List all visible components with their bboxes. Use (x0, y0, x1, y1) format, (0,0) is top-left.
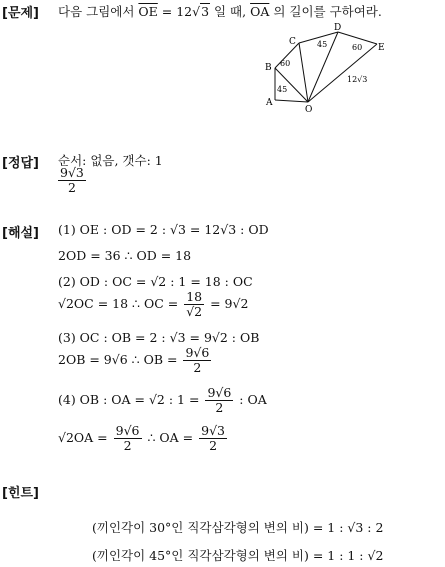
problem-text-before: 다음 그림에서 (58, 4, 139, 19)
answer-label: [정답] (2, 156, 39, 171)
solution-line-8-therefore: ∴ OA = (147, 430, 194, 445)
segment-oe: $\overline{OE}$ (138, 4, 158, 19)
label-b: B (265, 63, 272, 73)
solution-line-8-text: √2OA = (58, 430, 108, 445)
angle-e-60: 60 (352, 43, 363, 52)
answer-fraction (58, 166, 86, 195)
fraction-denominator: 2 (193, 360, 202, 375)
problem-label: [문제] (2, 6, 39, 21)
fraction-denominator: 2 (215, 400, 224, 415)
answer-meta: 순서: 없음, 갯수: 1 (58, 153, 163, 168)
solution-line-7-tail: : OA (239, 392, 267, 407)
root-symbol: √3 (192, 4, 210, 19)
fraction-numerator: 9√6 (115, 423, 140, 438)
solution-line-7-text: (4) OB : OA = √2 : 1 = (58, 392, 200, 407)
fraction-numerator: 9√6 (185, 345, 210, 360)
label-c: C (289, 37, 296, 47)
solution-label: [해설] (2, 226, 39, 241)
problem-text-mid: 일 때, (210, 4, 251, 19)
label-e: E (378, 43, 385, 53)
solution-line-8-fraction-2 (199, 424, 227, 453)
solution-line-6-text: 2OB = 9√6 ∴ OB = (58, 352, 178, 367)
answer-value (56, 166, 88, 195)
edge-oc (299, 43, 308, 102)
solution-line-7-fraction (205, 386, 233, 415)
problem-statement (58, 2, 382, 20)
solution-line-8-fraction-1 (114, 424, 142, 453)
solution-line-3: (2) OD : OC = √2 : 1 = 18 : OC (58, 274, 253, 289)
solution-line-4 (58, 290, 248, 319)
solution-line-1: (1) OE : OD = 2 : √3 = 12√3 : OD (58, 222, 269, 237)
solution-line-2: 2OD = 36 ∴ OD = 18 (58, 248, 192, 263)
root-radicand: 3 (201, 4, 210, 19)
segment-oa: $\overline{OA}$ (250, 4, 270, 19)
solution-line-4-tail: = 9√2 (210, 296, 249, 311)
label-d: D (334, 23, 342, 33)
length-oe: 12√3 (347, 75, 368, 84)
answer-numerator: 9√3 (60, 165, 84, 180)
solution-line-7 (58, 386, 267, 415)
problem-equals: = 12 (157, 4, 193, 19)
hint-label: [힌트] (2, 486, 39, 501)
answer-denominator: 2 (67, 180, 76, 195)
label-o: O (305, 105, 313, 115)
angle-d-45: 45 (317, 40, 328, 49)
fraction-denominator: 2 (123, 438, 132, 453)
angle-b-60: 60 (280, 59, 291, 68)
solution-line-8 (58, 424, 229, 453)
solution-line-5: (3) OC : OB = 2 : √3 = 9√2 : OB (58, 330, 260, 345)
label-a: A (266, 98, 273, 108)
hint-line-2: (끼인각이 45°인 직각삼각형의 변의 비) = 1 : 1 : √2 (92, 548, 384, 563)
fraction-numerator: 9√3 (201, 423, 225, 438)
solution-line-4-fraction (184, 290, 204, 319)
fraction-denominator: √2 (186, 304, 203, 319)
solution-line-6 (58, 346, 213, 375)
fraction-numerator: 18 (184, 290, 204, 305)
angle-a-45: 45 (277, 85, 288, 94)
solution-line-4-text: √2OC = 18 ∴ OC = (58, 296, 179, 311)
geometry-figure (255, 20, 395, 115)
fraction-numerator: 9√6 (207, 385, 232, 400)
edge-oa (275, 100, 308, 102)
solution-line-6-fraction (183, 346, 211, 375)
edge-oe (308, 44, 377, 102)
hint-line-1: (끼인각이 30°인 직각삼각형의 변의 비) = 1 : √3 : 2 (92, 520, 384, 535)
fraction-denominator: 2 (209, 438, 218, 453)
problem-text-after: 의 길이를 구하여라. (269, 4, 382, 19)
